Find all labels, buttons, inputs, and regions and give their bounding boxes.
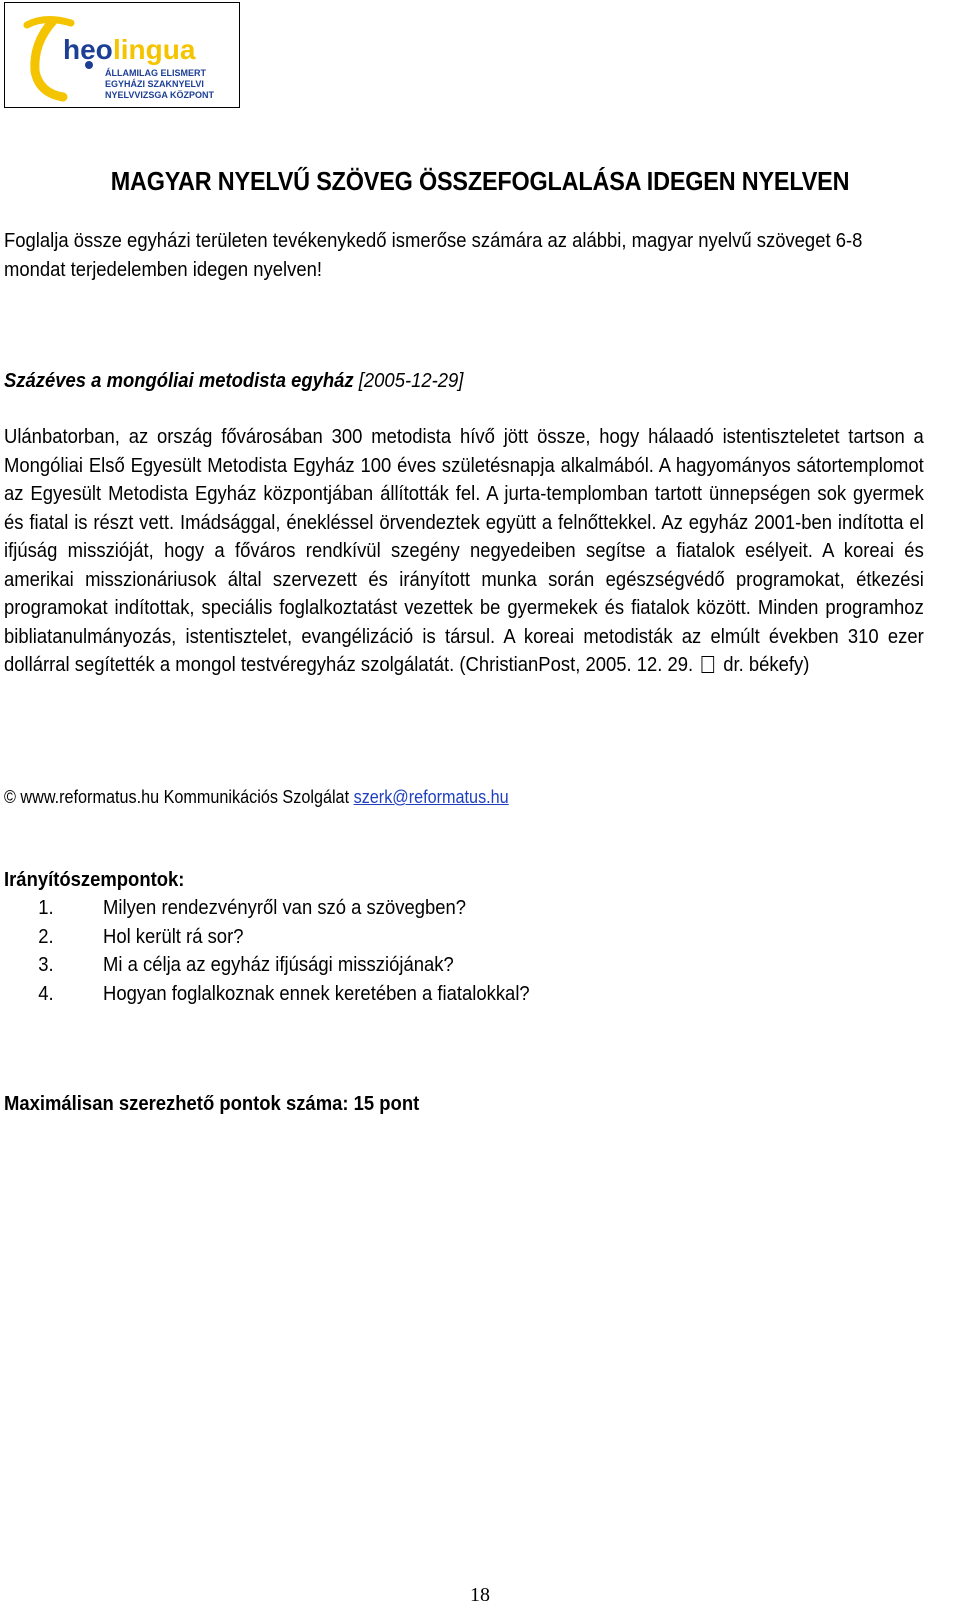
logo-line-2: EGYHÁZI SZAKNYELVI bbox=[105, 79, 204, 89]
article-heading bbox=[4, 367, 924, 396]
list-item bbox=[4, 923, 924, 952]
logo-brand-text: heo bbox=[63, 34, 113, 65]
list-item bbox=[4, 951, 924, 980]
missing-glyph-box-icon bbox=[702, 656, 715, 673]
max-points: Maximálisan szerezhető pontok száma: 15 pont bbox=[4, 1092, 420, 1115]
article-title: Százéves a mongóliai metodista egyház bbox=[4, 369, 354, 392]
theolingua-logo bbox=[4, 2, 240, 108]
list-item-number: 3. bbox=[38, 953, 54, 976]
list-item bbox=[4, 980, 924, 1009]
source-line bbox=[4, 783, 924, 812]
list-item-text: Mi a célja az egyház ifjúsági missziójának? bbox=[103, 953, 454, 976]
article-body-text: Ulánbatorban, az ország fővárosában 300 metodista hívő jött össze, hogy hálaadó istentiszteletet tartson a Mongóliai Első Egyesült Metodista Egyház 100 éves születésnapja alkalmából. A hagyományos sátortemplomot az Egyesült Metodista Egyház központjában állították fel. A jurta-templomban tartott ünnepségen sok gyermek és fiatal is részt vett. Imádsággal, énekléssel örvendeztek együtt a felnőttekkel. Az egyház 2001-ben indította el ifjúság misszióját, hogy a főváros rendkívül szegény negyedeiben segítse a fiatalok esélyeit. A koreai és amerikai misszionáriusok által szervezett és irányított munka során egészségvédő programokat, étkezési programokat indítottak, speciális foglalkoztatást vezettek be gyermekek és fiatalok között. Minden programhoz bibliatanulmányozás, istentisztelet, evangélizáció is társul. A koreai metodisták az elmúlt években 310 ezer dollárral segítették a mongol testvéregyház szolgálatát. (ChristianPost, 2005. 12. 29. bbox=[4, 425, 924, 676]
logo-graphic bbox=[5, 3, 238, 106]
guide-title: Irányítószempontok: bbox=[4, 868, 185, 891]
source-text: © www.reformatus.hu Kommunikációs Szolgálat bbox=[4, 787, 350, 807]
list-item-number: 4. bbox=[38, 981, 54, 1005]
instruction-text: Foglalja össze egyházi területen tevékenykedő ismerőse számára az alábbi, magyar nyelvű szöveget 6-8 mondat terjedelemben idegen nyelven! bbox=[4, 229, 863, 281]
list-item-text: Milyen rendezvényről van szó a szövegben? bbox=[103, 896, 467, 919]
logo-line-3: NYELVVIZSGA KÖZPONT bbox=[105, 90, 215, 100]
list-item-text: Hogyan foglalkoznak ennek keretében a fiatalokkal? bbox=[103, 981, 530, 1005]
article-body bbox=[4, 423, 924, 680]
article-date: [2005-12-29] bbox=[358, 369, 464, 392]
list-item-number: 2. bbox=[38, 924, 54, 948]
logo-line-1: ÁLLAMILAG ELISMERT bbox=[105, 68, 206, 78]
source-email-link[interactable]: szerk@reformatus.hu bbox=[353, 787, 509, 807]
list-item-text: Hol került rá sor? bbox=[103, 924, 244, 948]
list-item bbox=[4, 894, 924, 923]
logo-brand-text-2: lingua bbox=[113, 34, 196, 65]
logo-arc-body bbox=[35, 21, 63, 97]
page-title: MAGYAR NYELVŰ SZÖVEG ÖSSZEFOGLALÁSA IDEGEN NYELVEN bbox=[110, 166, 850, 196]
article-signature: dr. békefy) bbox=[723, 653, 810, 676]
list-item-number: 1. bbox=[38, 896, 54, 919]
guide-list bbox=[4, 894, 924, 1008]
page-number: 18 bbox=[470, 1584, 490, 1606]
